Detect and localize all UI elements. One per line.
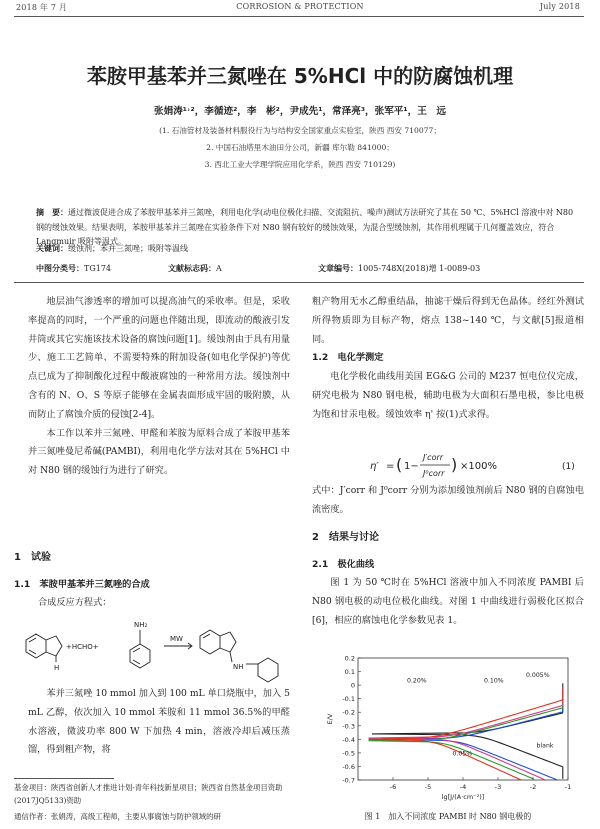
x-tick-label: -6 [389,783,397,791]
curve-annotation: 0.05% [452,750,473,758]
x-axis-label: lg[J/(A·cm⁻²)] [441,793,485,801]
abstract-rule [14,282,584,283]
author-list: 张娟涛¹˒²，李循迹²，李 彬²，尹成先¹，常泽亮³，张军平¹，王 远 [154,106,446,117]
footnote-fund [14,781,292,807]
method-paragraph [312,368,584,424]
method-text: 电化学极化曲线用美国 EG&G 公司的 M237 恒电位仪完成，研究电极为 N80 钢电极，辅助电极为大面积石墨电极，参比电极为饱和甘汞电极。缓蚀效率 η' 按(1)式求得。 [312,371,584,420]
svg-text:J′corr: J′corr [423,453,444,462]
reaction-reagents: +HCHO+ [66,643,99,651]
svg-text:J⁰corr: J⁰corr [423,469,445,478]
synthesis-paragraph [28,685,290,760]
curve-annotation: blank [536,742,554,750]
footnote-rule [14,778,114,779]
svg-text:η′: η′ [370,461,379,472]
keywords [36,243,188,254]
y-tick-label: 0.2 [344,654,355,663]
efficiency-equation [312,448,584,482]
svg-text:×100%: ×100% [460,461,497,472]
result-text: 图 1 为 50 ℃时在 5%HCl 溶液中加入不同浓度 PAMBI 后 N80 钢电极的动电位极化曲线。对图 1 中曲线进行弱极化区拟合[6]，相应的腐蚀电化学参数见表 1。 [312,577,584,626]
clc-number [36,263,111,274]
section-heading-1: 1 试验 [14,552,51,563]
y-axis-label: E/V [326,713,334,725]
x-tick-label: -3 [494,783,502,791]
subsection-heading-2-1: 2.1 极化曲线 [312,559,375,570]
reaction-h: H [54,664,60,672]
fund-text: 基金项目：陕西省创新人才推进计划-青年科技新星项目；陕西省自然基金项目资助(2017JQ5133)资助 [14,783,283,805]
x-tick-label: -4 [459,783,467,791]
subsection-heading-1-1: 1.1 苯胺甲基苯并三氮唑的合成 [14,579,150,590]
equation-number: (1) [562,462,575,472]
y-tick-label: 0 [350,681,355,690]
polarization-chart [320,652,580,810]
continuation-paragraph: 粗产物用无水乙醇重结晶，抽滤干燥后得到无色晶体。经红外测试所得物质即为目标产物，熔点 138~140 ℃，与文献[5]报道相同。 [312,296,584,345]
doc-value: A [216,264,222,273]
reaction-mw: MW [170,635,183,643]
y-tick-label: -0.5 [342,749,355,758]
clc-label: 中图分类号： [36,264,84,273]
section-heading-2: 2 结果与讨论 [312,532,379,543]
y-tick-label: -0.4 [342,735,355,744]
reaction-nh: NH [233,663,244,671]
footnote-contact: 通信作者：张娟涛，高级工程师，主要从事腐蚀与防护领域的研 [14,812,221,821]
result-paragraph [312,574,584,630]
keywords-text: 缓蚀剂；苯并三氮唑；吸附等温线 [68,244,188,253]
synthesis-text: 苯并三氮唑 10 mmol 加入到 100 mL 单口烧瓶中，加入 5 mL 乙醇，依次加入 10 mmol 苯胺和 11 mmol 36.5%的甲醛水溶液，微波功率 800 W 下加热 4 min，溶液冷却后减压蒸馏，得到粗产物，将 [28,688,290,756]
paper-title: 苯胺甲基苯并三氮唑在 5%HCl 中的防腐蚀机理 [86,64,514,88]
affiliation-1: (1. 石油管材及装备材料服役行为与结构安全国家重点实验室，陕西 西安 710077； [159,126,441,135]
header-date: 2018 年 7 月 [16,3,68,12]
curve-annotation: 0.005% [526,671,550,679]
reaction-scheme [14,614,294,684]
header-date-en: July 2018 [539,2,580,11]
affiliation-3: 3. 西北工业大学理学院应用化学系，陕西 西安 710129) [204,160,396,169]
doc-label: 文献标志码： [168,264,216,273]
series-line-blank [372,683,563,779]
header-rule [14,16,584,17]
curve-annotation: 0.10% [484,677,504,685]
reaction-nh2: NH₂ [134,621,148,629]
y-tick-label: -0.3 [342,722,355,731]
abstract-label: 摘 要： [36,208,68,217]
intro-paragraph-2: 本工作以苯并三氮唑、甲醛和苯胺为原料合成了苯胺甲基苯并三氮唑曼尼希碱(PAMBI)，利用电化学方法对其在 5%HCl 中对 N80 钢的缓蚀行为进行了研究。 [28,427,290,477]
y-tick-label: -0.2 [342,708,355,717]
x-tick-label: -1 [564,783,572,791]
doc-code [168,263,222,274]
figure-caption: 图 1 加入不同浓度 PAMBI 时 N80 钢电极的 [364,812,532,821]
subsection-heading-1-2: 1.2 电化学测定 [312,352,384,363]
clc-value: TG174 [84,264,111,273]
curve-annotation: 0.20% [407,677,427,685]
keywords-label: 关键词： [36,244,68,253]
y-tick-label: 0.1 [344,668,355,677]
intro-paragraph-1: 地层油气渗透率的增加可以提高油气的采收率。但是，采收率提高的同时，一个严重的问题也伴随出现，即流动的酸液引发井筒或其它实施该技术设备的腐蚀问题[1]。缓蚀剂由于具有用量少、施工工艺简单、不需要特殊的附加设备(如电化学保护)等优点已成为了抑制酸化过程中酸液腐蚀的一种常用方法。缓蚀剂中含有的 N、O、S 等原子能够在金属表面形成牢固的吸附膜，从而防止了腐蚀介质的侵蚀[2-4]。 [28,296,290,420]
art-value: 1005-748X(2018)增 1-0089-03 [358,264,481,273]
svg-text:): ) [451,455,458,474]
y-tick-label: -0.6 [342,762,355,771]
abstract-text: 通过微波促进合成了苯胺甲基苯并三氮唑，利用电化学(动电位极化扫描、交流阻抗、噪声)测试方法研究了其在 50 ℃、5%HCl 溶液中对 N80 钢的缓蚀效果。结果表明，苯胺甲基苯并三氮唑在实验条件下对 N80 钢有较好的缓蚀效果，为混合型缓蚀剂，其作用机理属于几何覆盖效应，符合 Langmuir 吸附等温式。 [36,208,574,247]
y-tick-label: -0.1 [342,695,355,704]
header-journal: CORROSION & PROTECTION [236,2,364,11]
affiliation-2: 2. 中国石油塔里木油田分公司，新疆 库尔勒 841000； [206,143,394,152]
art-label: 文章编号： [318,264,358,273]
article-number [318,263,480,274]
x-tick-label: -2 [529,783,537,791]
svg-text:1−: 1− [404,461,419,472]
x-tick-label: -5 [424,783,432,791]
svg-text:=: = [386,461,395,472]
reaction-label: 合成反应方程式： [38,597,112,608]
intro-section [28,293,290,481]
svg-text:(: ( [396,455,403,474]
where-paragraph: 式中：J′corr 和 J⁰corr 分别为添加缓蚀剂前后 N80 钢的自腐蚀电流密度。 [312,485,584,515]
y-tick-label: -0.7 [342,776,355,785]
